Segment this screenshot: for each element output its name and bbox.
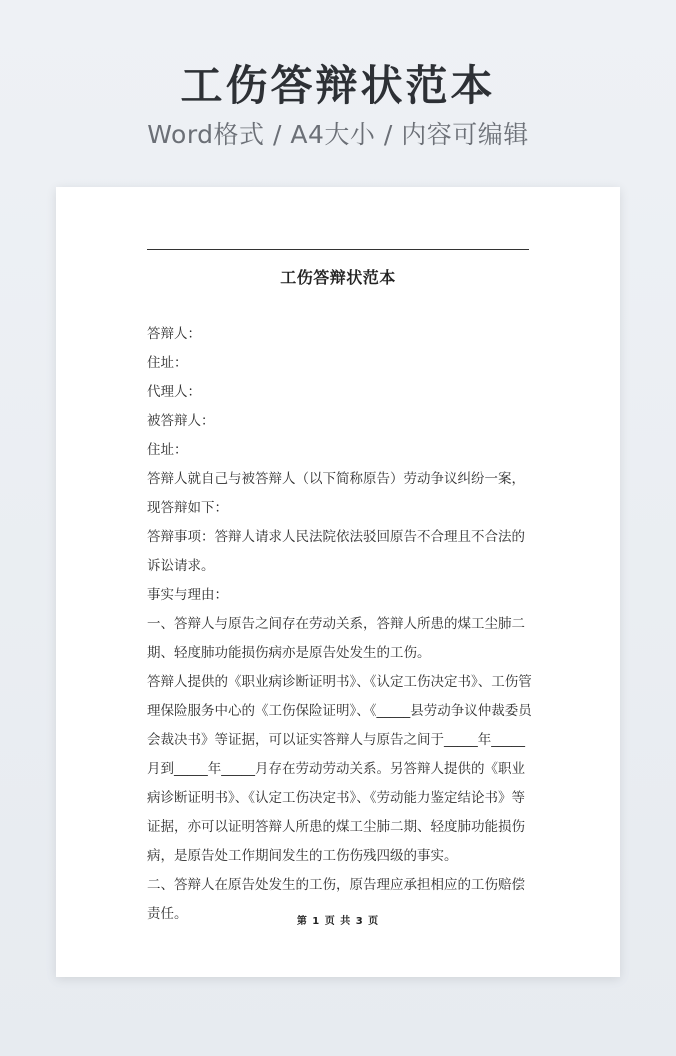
intro-paragraph: 答辩人就自己与被答辩人（以下简称原告）劳动争议纠纷一案，现答辩如下： bbox=[147, 471, 525, 516]
respondent-address-line: 住址： bbox=[147, 355, 188, 371]
facts-heading: 事实与理由： bbox=[147, 587, 228, 603]
page-number-footer: 第 1 页 共 3 页 bbox=[296, 916, 380, 927]
header-divider bbox=[147, 249, 529, 250]
evidence-paragraph: 答辩人提供的《职业病诊断证明书》、《认定工伤决定书》、工伤管理保险服务中心的《工伤保险证明》、《_____县劳动争议仲裁委员会裁决书》等证据，可以证实答辩人与原告之间于_____年_____月到_____年_____月存在劳动劳动关系。另答辩人提供的《职业病诊断证明书》、《认定工伤决定书》、《劳动能力鉴定结论书》等证据，亦可以证明答辩人所患的煤工尘肺二期、轻度肺功能损伤病，是原告处工作期间发生的工伤伤残四级的事实。 bbox=[147, 674, 532, 864]
page-header-subtitle: Word格式 / A4大小 / 内容可编辑 bbox=[147, 120, 529, 149]
point-one-paragraph: 一、答辩人与原告之间存在劳动关系，答辩人所患的煤工尘肺二期、轻度肺功能损伤病亦是原告处发生的工伤。 bbox=[147, 616, 525, 661]
defense-matters-paragraph: 答辩事项：答辩人请求人民法院依法驳回原告不合理且不合法的诉讼请求。 bbox=[147, 529, 525, 574]
agent-line: 代理人： bbox=[147, 384, 201, 400]
claimant-line: 被答辩人： bbox=[147, 413, 215, 429]
page-header-title: 工伤答辩状范本 bbox=[180, 61, 496, 110]
document-page bbox=[56, 187, 620, 977]
document-title: 工伤答辩状范本 bbox=[280, 268, 396, 287]
document-body bbox=[147, 320, 535, 929]
point-two-paragraph: 二、答辩人在原告处发生的工伤，原告理应承担相应的工伤赔偿责任。 bbox=[147, 877, 525, 922]
respondent-line: 答辩人： bbox=[147, 326, 201, 342]
claimant-address-line: 住址： bbox=[147, 442, 188, 458]
